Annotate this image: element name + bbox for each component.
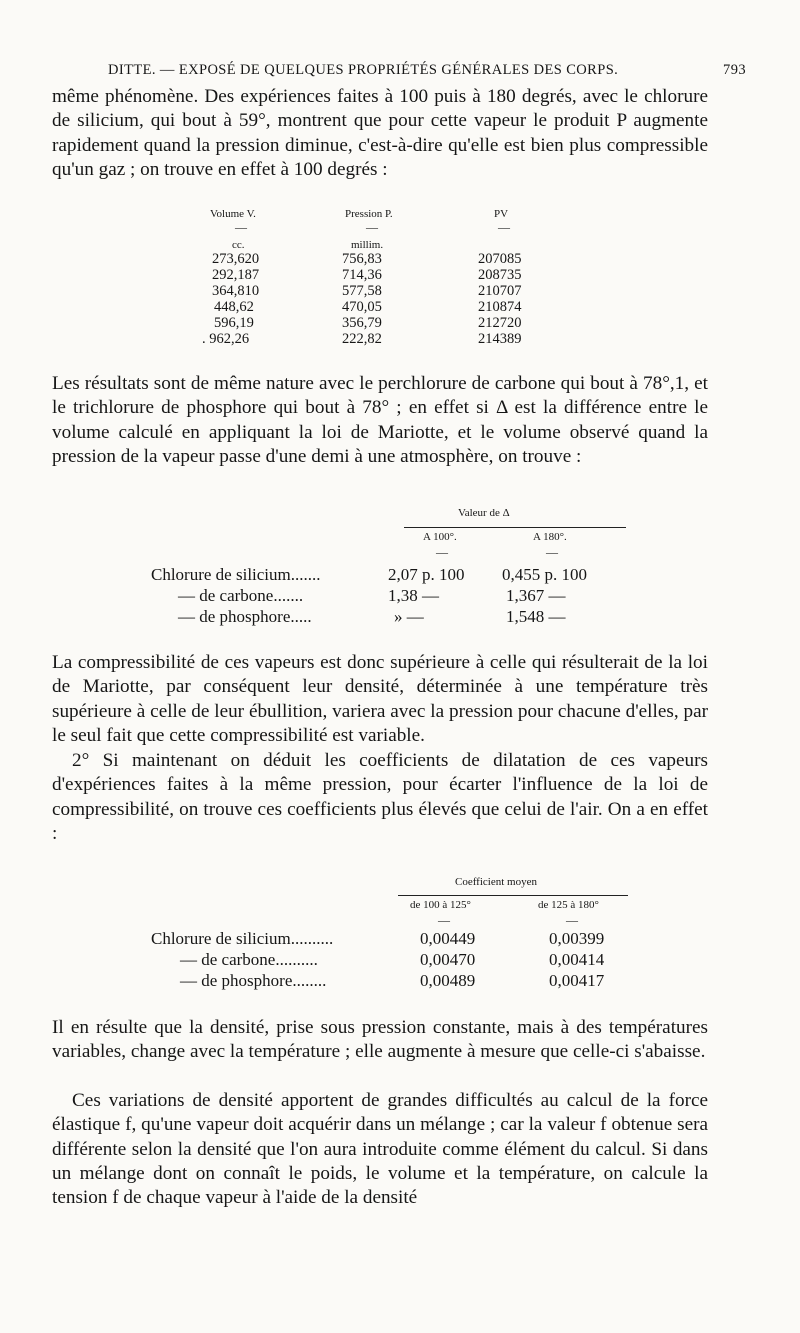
row-label: — de phosphore.....	[178, 607, 312, 626]
paragraph-5: Il en résulte que la densité, prise sous pression constante, mais à des températures variables, change avec la température ; elle augmente à mesure que celle-ci s'abaisse.	[52, 1017, 708, 1063]
header-dash: —	[436, 545, 448, 559]
row-label: — de phosphore........	[180, 971, 327, 990]
table-cell: 222,82	[342, 331, 382, 347]
table-cell: 214389	[478, 331, 522, 347]
table-cell: 208735	[478, 267, 522, 283]
unit-volume: cc.	[232, 239, 245, 251]
table-cell: . 962,26	[202, 331, 250, 347]
table-cell: 212720	[478, 315, 522, 331]
col-header-100-125: de 100 à 125°	[410, 899, 471, 911]
table-cell: 1,548 —	[506, 607, 566, 626]
table-cell: 448,62	[214, 299, 254, 315]
table2-title: Valeur de Δ	[458, 507, 510, 519]
unit-pression: millim.	[351, 239, 384, 251]
header-rule	[404, 527, 626, 528]
col-header-volume: Volume V.	[210, 208, 256, 220]
running-header	[108, 62, 746, 79]
paragraph-2: Les résultats sont de même nature avec le perchlorure de carbone qui bout à 78°,1, et le trichlorure de phosphore qui bout à 78° ; en effet si Δ est la différence entre le volume calculé en appliquant la loi de Mariotte, et le volume observé quand la pression de la vapeur passe d'une demi à une atmosphère, on trouve :	[52, 373, 708, 467]
table-cell: 0,00417	[549, 971, 605, 990]
header-dash: —	[498, 220, 510, 234]
table-cell: 210874	[478, 299, 522, 315]
table-cell: 0,00449	[420, 929, 476, 948]
paragraph-4: 2° Si maintenant on déduit les coefficients de dilatation de ces vapeurs d'expériences faites à la même pression, pour écarter l'influence de la loi de compressibilité, on trouve ces coefficients plus élevés que celui de l'air. On a en effet :	[52, 750, 708, 844]
table-cell: » —	[394, 607, 424, 626]
col-header-180: A 180°.	[533, 531, 567, 543]
table3-title: Coefficient moyen	[455, 876, 537, 888]
table-cell: 356,79	[342, 315, 382, 331]
table-cell: 714,36	[342, 267, 382, 283]
table-cell: 273,620	[212, 251, 260, 267]
paragraph-1: même phénomène. Des expériences faites à 100 puis à 180 degrés, avec le chlorure de silicium, qui bout à 59°, montrent que pour cette vapeur le produit P augmente rapidement quand la pression diminue, c'est-à-dire qu'elle est bien plus compressible qu'un gaz ; on trouve en effet à 100 degrés :	[52, 86, 708, 180]
header-dash: —	[438, 913, 450, 927]
row-label: Chlorure de silicium..........	[151, 929, 334, 948]
col-header-pv: PV	[494, 208, 509, 220]
table-cell: 756,83	[342, 251, 382, 267]
header-dash: —	[366, 220, 378, 234]
table-cell: 0,00489	[420, 971, 476, 990]
paragraph-6: Ces variations de densité apportent de grandes difficultés au calcul de la force élastique f, qu'une vapeur doit acquérir dans un mélange ; car la valeur f obtenue sera différente selon la densité que l'on aura introduite comme élément du calcul. Si dans un mélange dont on connaît le poids, le volume et la température, on calcule la tension f de chaque vapeur à l'aide de la densité	[52, 1090, 708, 1209]
table-cell: 596,19	[214, 315, 254, 331]
row-label: — de carbone..........	[180, 950, 318, 969]
running-title: DITTE. — EXPOSÉ DE QUELQUES PROPRIÉTÉS GÉNÉRALES DES CORPS.	[108, 62, 619, 78]
table-cell: 470,05	[342, 299, 382, 315]
page-number: 793	[723, 62, 746, 78]
col-header-pression: Pression P.	[345, 208, 393, 220]
table-cell: 210707	[478, 283, 522, 299]
table-cell: 577,58	[342, 283, 382, 299]
table-cell: 0,455 p. 100	[502, 565, 587, 584]
paragraph-3: La compressibilité de ces vapeurs est donc supérieure à celle qui résulterait de la loi de Mariotte, par conséquent leur densité, déterminée à une température très supérieure à celle de leur ébullition, variera avec la pression pour chacune d'elles, par le seul fait que cette compressibilité est variable.	[52, 652, 708, 746]
table-cell: 207085	[478, 251, 522, 267]
header-dash: —	[546, 545, 558, 559]
table-cell: 364,810	[212, 283, 260, 299]
row-label: Chlorure de silicium.......	[151, 565, 321, 584]
col-header-125-180: de 125 à 180°	[538, 899, 599, 911]
row-label: — de carbone.......	[178, 586, 304, 605]
table-cell: 2,07 p. 100	[388, 565, 465, 584]
col-header-100: A 100°.	[423, 531, 457, 543]
table-cell: 0,00399	[549, 929, 605, 948]
table-cell: 292,187	[212, 267, 260, 283]
table-cell: 1,38 —	[388, 586, 439, 605]
header-rule	[398, 895, 628, 896]
table-cell: 1,367 —	[506, 586, 566, 605]
table-cell: 0,00414	[549, 950, 605, 969]
table-cell: 0,00470	[420, 950, 476, 969]
header-dash: —	[235, 220, 247, 234]
header-dash: —	[566, 913, 578, 927]
